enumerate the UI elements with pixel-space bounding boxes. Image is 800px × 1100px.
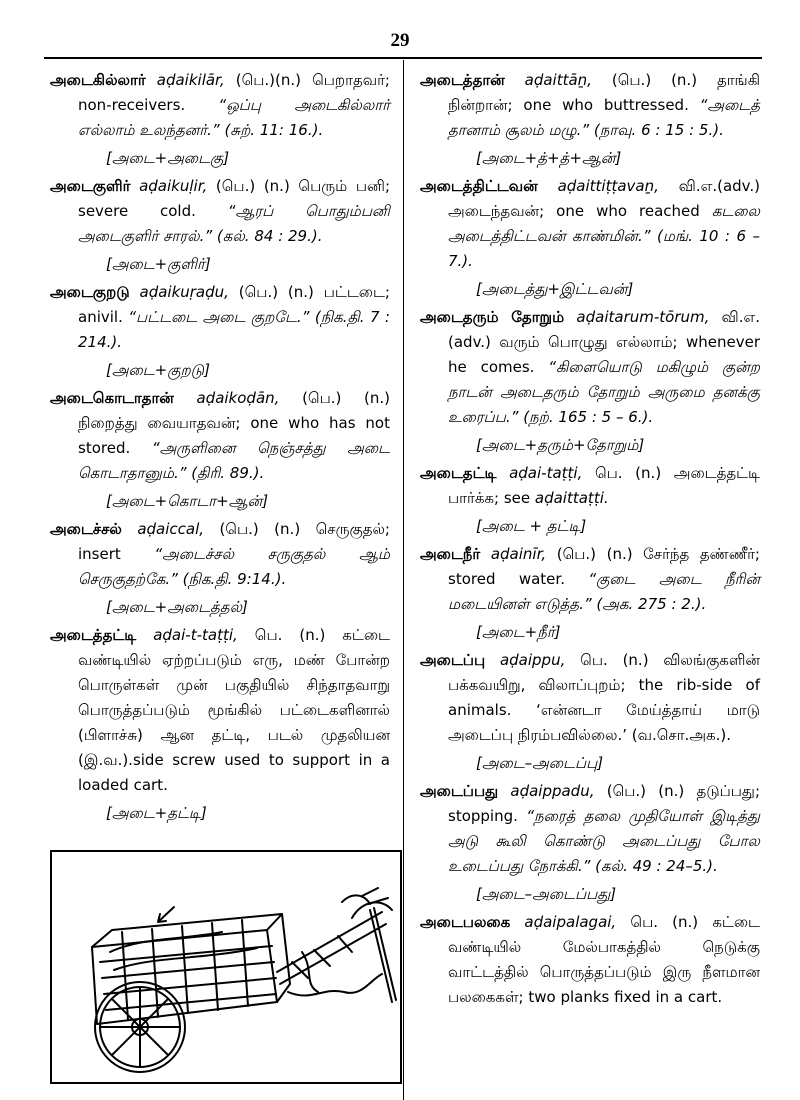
citation-source: (திரி. 89.). bbox=[191, 464, 265, 482]
definition: (பெ.) (n.) பட்டடை; anivil. bbox=[78, 283, 390, 326]
definition: பெ. (n.) கட்டை வண்டியில் மேல்பாகத்தில் நெடுக்கு வாட்டத்தில் பொருத்தப்படும் இரு நீளமான பலகைகள்; two planks fixed in a cart. bbox=[448, 913, 760, 1006]
entry-text bbox=[420, 648, 760, 748]
citation-source: (அக. 275 : 2.). bbox=[596, 595, 707, 613]
entry-text bbox=[420, 305, 760, 430]
etymology: [அடை+த்+த்+ஆன்] bbox=[476, 149, 622, 167]
headword: அடைப்பது bbox=[420, 782, 499, 800]
dictionary-entry bbox=[420, 68, 760, 171]
citation-quote: aḍaittaṭṭi. bbox=[534, 489, 609, 507]
definition: (பெ.) (n.) தடுப்பது; stopping. bbox=[448, 782, 760, 825]
etymology: [அடை+கொடா+ஆன்] bbox=[106, 492, 269, 510]
etymology: [அடை–அடைப்பு] bbox=[476, 754, 604, 772]
entry-text bbox=[50, 517, 390, 592]
transliteration: aḍaipalagai, bbox=[524, 913, 617, 931]
etymology: [அடை+நீர்] bbox=[476, 623, 561, 641]
headword: அடைகில்லார் bbox=[50, 71, 146, 89]
entry-text bbox=[50, 386, 390, 486]
headword: அடைதட்டி bbox=[420, 464, 497, 482]
etymology: [அடை+அடைகு] bbox=[106, 149, 230, 167]
citation-quote: “அடைச்சல் சருகுதல் ஆம் செருகுதற்கே.” bbox=[78, 545, 390, 588]
headword: அடைத்தான் bbox=[420, 71, 505, 89]
etymology: [அடை+குறடு] bbox=[106, 361, 210, 379]
headword: அடைப்பு bbox=[420, 651, 486, 669]
etymology-line bbox=[50, 801, 390, 826]
top-rule bbox=[44, 57, 762, 59]
cart-illustration bbox=[50, 850, 402, 1084]
definition: பெ. (n.) அடைத்தட்டி பார்க்க; see bbox=[448, 464, 760, 507]
dictionary-entry bbox=[50, 386, 390, 514]
definition: (பெ.) (n.) சேர்ந்த தண்ணீர்; stored water. bbox=[448, 545, 760, 588]
bullock-cart-drawing-icon bbox=[52, 852, 400, 1082]
etymology: [அடை–அடைப்பது] bbox=[476, 885, 617, 903]
citation-source: (நிக.தி. 9:14.). bbox=[182, 570, 287, 588]
dictionary-entry bbox=[50, 623, 390, 826]
etymology: [அடை+அடைத்தல்] bbox=[106, 598, 248, 616]
dictionary-entry bbox=[420, 305, 760, 458]
headword: அடைச்சல் bbox=[50, 520, 122, 538]
transliteration: aḍai-taṭṭi, bbox=[509, 464, 583, 482]
transliteration: aḍaittāṉ, bbox=[524, 71, 592, 89]
etymology-line bbox=[420, 433, 760, 458]
etymology: [அடை + தட்டி] bbox=[476, 517, 587, 535]
etymology: [அடைத்து+இட்டவன்] bbox=[476, 280, 634, 298]
etymology-line bbox=[420, 146, 760, 171]
transliteration: aḍaiccal, bbox=[137, 520, 205, 538]
headword: அடைதரும் தோறும் bbox=[420, 308, 565, 326]
entry-text bbox=[50, 623, 390, 798]
entry-text bbox=[420, 174, 760, 274]
headword: அடைத்திட்டவன் bbox=[420, 177, 538, 195]
definition: பெ. (n.) கட்டை வண்டியில் ஏற்றப்படும் எரு, மண் போன்ற பொருள்கள் முன் பகுதியில் சிந்தாதவாறு பொருத்தப்படும் மூங்கில் பட்டைகளினால் (பிளாச்சு) ஆன தட்டி, படல் முதலியன (இ.வ.).side screw used to support in a loaded cart. bbox=[78, 626, 390, 794]
transliteration: aḍaikuṛaḍu, bbox=[139, 283, 229, 301]
citation-source: (நிக.தி. 7 : 214.). bbox=[78, 308, 390, 351]
definition: (பெ.) (n.) நிறைத்து வையாதவன்; one who has not stored. bbox=[78, 389, 390, 457]
headword: அடைத்தட்டி bbox=[50, 626, 137, 644]
citation-source: (நற். 165 : 5 – 6.). bbox=[523, 408, 654, 426]
definition: (பெ.) (n.) செருகுதல்; insert bbox=[78, 520, 390, 563]
transliteration: aḍaippadu, bbox=[510, 782, 595, 800]
dictionary-entry bbox=[50, 280, 390, 383]
citation-source: (மங். 10 : 6 – 7.). bbox=[448, 227, 760, 270]
entry-text bbox=[420, 779, 760, 879]
citation-quote: “நரைத் தலை முதியோள் இடித்து அடு கூலி கொண்டு அடைப்பது போல உடைப்பது நோக்கி.” bbox=[448, 807, 760, 875]
dictionary-entry bbox=[420, 648, 760, 776]
dictionary-entry bbox=[50, 174, 390, 277]
entry-text bbox=[420, 542, 760, 617]
citation-quote: “குடை அடை நீரின் மடையினள் எடுத்த.” bbox=[448, 570, 760, 613]
definition: பெ. (n.) விலங்குகளின் பக்கவயிறு, விலாப்புறம்; the rib-side of animals. ‘என்னடா மேய்த்தாய் மாடு அடைப்பு நிரம்பவில்லை.’ (வ.சொ.அக.). bbox=[448, 651, 760, 744]
etymology-line bbox=[420, 514, 760, 539]
definition: வி.எ. (adv.) வரும் பொழுது எல்லாம்; whenever he comes. bbox=[448, 308, 760, 376]
citation-source: (நாவு. 6 : 15 : 5.). bbox=[593, 121, 724, 139]
page-number: 29 bbox=[390, 30, 410, 51]
citation-source: (கல். 49 : 24–5.). bbox=[595, 857, 718, 875]
dictionary-entry bbox=[420, 461, 760, 539]
entry-text bbox=[50, 280, 390, 355]
left-column bbox=[50, 68, 390, 1084]
etymology-line bbox=[420, 882, 760, 907]
headword: அடைபலகை bbox=[420, 913, 511, 931]
transliteration: aḍai-t-taṭṭi, bbox=[153, 626, 238, 644]
entry-text bbox=[420, 461, 760, 511]
entry-text bbox=[420, 910, 760, 1010]
citation-quote: “ஆரப் பொதும்பனி அடைகுளிர் சாரல்.” bbox=[78, 202, 390, 245]
column-divider bbox=[403, 60, 404, 1100]
citation-quote: “ஒப்பு அடைகில்லார் எல்லாம் உலந்தனர்.” bbox=[78, 96, 390, 139]
citation-quote: “அருளினை நெஞ்சத்து அடை கொடாதானும்.” bbox=[78, 439, 390, 482]
citation-quote: “கிளையொடு மகிழும் குன்ற நாடன் அடைதரும் தோறும் அருமை தனக்கு உரைப்ப.” bbox=[448, 358, 760, 426]
transliteration: aḍaikilār, bbox=[156, 71, 225, 89]
citation-source: (கல். 84 : 29.). bbox=[216, 227, 323, 245]
citation-quote: “பட்டடை அடை குறடே.” bbox=[128, 308, 310, 326]
transliteration: aḍaittiṭṭavaṉ, bbox=[557, 177, 659, 195]
etymology: [அடை+தட்டி] bbox=[106, 804, 207, 822]
etymology: [அடை+தரும்+தோறும்] bbox=[476, 436, 645, 454]
etymology-line bbox=[50, 252, 390, 277]
etymology-line bbox=[50, 489, 390, 514]
etymology: [அடை+குளிர்] bbox=[106, 255, 211, 273]
dictionary-entry bbox=[420, 174, 760, 302]
etymology-line bbox=[50, 146, 390, 171]
citation-quote: “அடைத் தானாம் சூலம் மழு.” bbox=[448, 96, 760, 139]
definition: (பெ.)(n.) பெறாதவர்; non-receivers. bbox=[78, 71, 390, 114]
definition: (பெ.) (n.) பெரும் பனி; severe cold. bbox=[78, 177, 390, 220]
definition: வி.எ.(adv.) அடைந்தவன்; one who reached bbox=[448, 177, 760, 220]
definition: (பெ.) (n.) தாங்கி நின்றான்; one who buttressed. bbox=[448, 71, 760, 114]
transliteration: aḍainīr, bbox=[490, 545, 547, 563]
dictionary-entry bbox=[420, 910, 760, 1010]
entry-text bbox=[50, 174, 390, 249]
dictionary-entry bbox=[50, 517, 390, 620]
transliteration: aḍaitarum-tōrum, bbox=[576, 308, 710, 326]
citation-source: (சுற். 11: 16.). bbox=[224, 121, 324, 139]
etymology-line bbox=[420, 277, 760, 302]
etymology-line bbox=[420, 620, 760, 645]
transliteration: aḍaippu, bbox=[499, 651, 566, 669]
entry-text bbox=[50, 68, 390, 143]
dictionary-entry bbox=[420, 779, 760, 907]
etymology-line bbox=[50, 358, 390, 383]
citation-quote: கடலை அடைத்திட்டவன் காண்மின்.” bbox=[448, 202, 760, 245]
headword: அடைநீர் bbox=[420, 545, 481, 563]
dictionary-entry bbox=[420, 542, 760, 645]
entry-text bbox=[420, 68, 760, 143]
dictionary-entry bbox=[50, 68, 390, 171]
etymology-line bbox=[50, 595, 390, 620]
right-column bbox=[420, 68, 760, 1013]
headword: அடைகொடாதான் bbox=[50, 389, 174, 407]
headword: அடைகுளிர் bbox=[50, 177, 131, 195]
etymology-line bbox=[420, 751, 760, 776]
transliteration: aḍaikoḍān, bbox=[196, 389, 280, 407]
headword: அடைகுறடு bbox=[50, 283, 130, 301]
transliteration: aḍaikuḷir, bbox=[139, 177, 208, 195]
